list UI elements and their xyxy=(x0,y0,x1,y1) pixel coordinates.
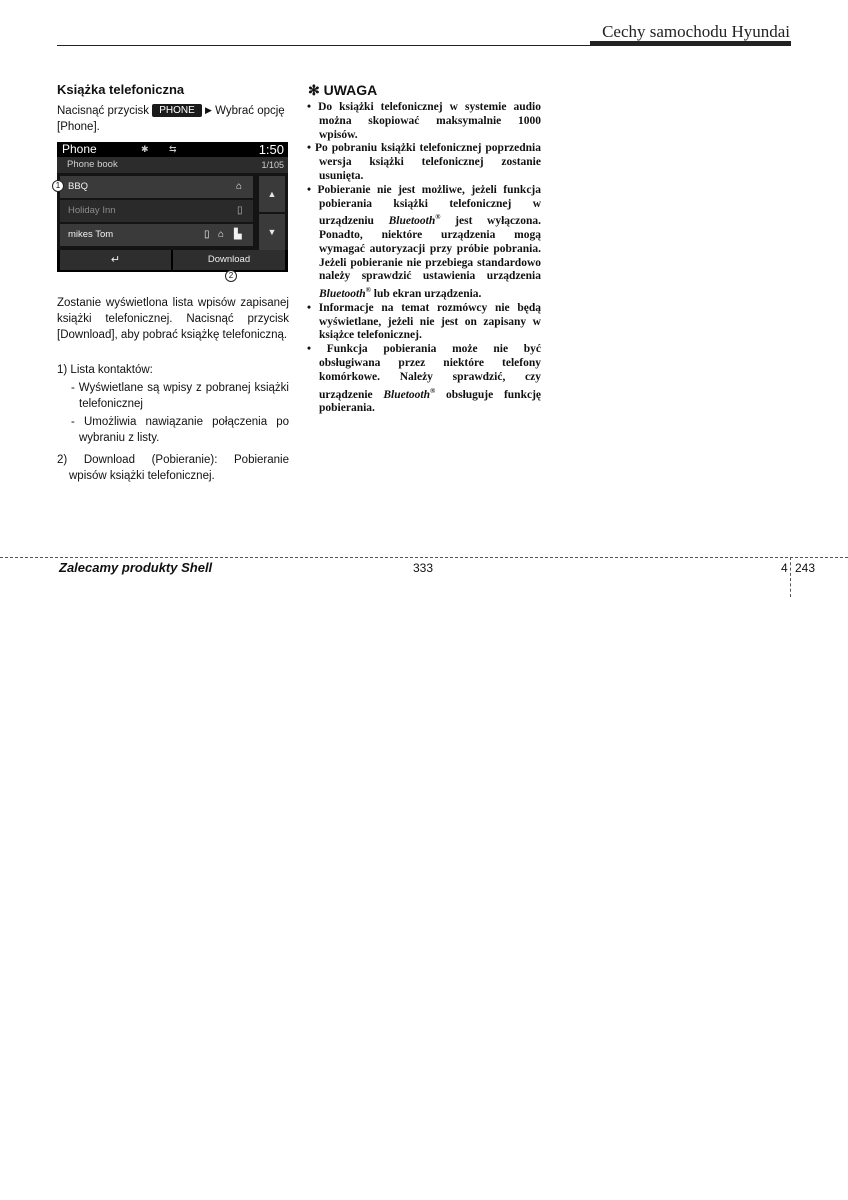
screen-subheader xyxy=(57,157,288,173)
phone-screen-figure xyxy=(57,142,288,272)
note-heading: ✻ UWAGA xyxy=(308,82,378,98)
note-bullet-text: Po pobraniu książki telefonicznej poprzednia wersja książki telefonicznej zostanie usunięta. xyxy=(314,142,541,182)
usb-icon: ⇆ xyxy=(169,144,177,154)
footer-page-number: 243 xyxy=(795,561,816,575)
note-bullet: • Funkcja pobierania może nie być obsługiwana przez niektóre telefony komórkowe. Należy sprawdzić, czy urządzenie Bluetooth® obsługuje funkcję pobierania. xyxy=(307,343,542,415)
footer-section-number: 4 xyxy=(781,561,788,575)
scroll-down-button[interactable]: ▼ xyxy=(259,214,285,250)
note-1-title: 1) Lista kontaktów: xyxy=(57,364,153,376)
footer-divider xyxy=(0,557,848,558)
note-bullet: • Po pobraniu książki telefonicznej poprzednia wersja książki telefonicznej zostanie usunięta. xyxy=(307,142,541,182)
arrow-right-icon: ▶ xyxy=(205,105,212,115)
note-bullet: • Do książki telefonicznej w systemie audio można skopiować maksymalnie 1000 wpisów. xyxy=(307,101,541,141)
header-rule-accent xyxy=(590,41,791,46)
note-1-sub-2: - Umożliwia nawiązanie połączenia po wybraniu z listy. xyxy=(71,416,289,444)
footer-slogan: Zalecamy produkty Shell xyxy=(59,560,213,575)
footer-center-number: 333 xyxy=(413,561,434,575)
callout-2: 2 xyxy=(225,270,237,282)
note-bullet-text: Funkcja pobierania może nie być obsługiwana przez niektóre telefony komórkowe. Należy sprawdzić, czy urządzenie xyxy=(319,343,542,401)
back-arrow-icon: ↵ xyxy=(110,254,121,266)
instruction-text xyxy=(57,102,289,135)
mobile-icon: ▯ xyxy=(204,229,210,240)
home-icon: ⌂ xyxy=(218,229,225,240)
scroll-up-button[interactable]: ▲ xyxy=(259,176,285,212)
registered-mark: ® xyxy=(435,213,441,222)
note-1-sub-1: - Wyświetlane są wpisy z pobranej książki telefonicznej xyxy=(71,382,289,410)
phone-key-badge: PHONE xyxy=(152,104,202,117)
bluetooth-term: Bluetooth xyxy=(383,388,431,401)
running-header: Cechy samochodu Hyundai xyxy=(602,22,790,41)
contact-row[interactable] xyxy=(60,200,253,222)
section-title: Książka telefoniczna xyxy=(57,82,185,97)
note-bullet-text: obsługuje funkcję pobierania. xyxy=(319,388,541,415)
body-paragraph: Zostanie wyświetlona lista wpisów zapisanej książki telefonicznej. Nacisnąć przycisk [Download], aby pobrać książkę telefoniczną. xyxy=(57,297,289,341)
callout-notes xyxy=(57,362,289,484)
note-2: 2) Download (Pobieranie): Pobieranie wpisów książki telefonicznej. xyxy=(57,454,289,482)
note-bullets xyxy=(307,101,541,416)
contact-name: Holiday Inn xyxy=(68,205,116,216)
screen-bottom-bar xyxy=(57,250,288,272)
mobile-icon: ▯ xyxy=(237,205,243,216)
contact-row[interactable] xyxy=(60,176,253,198)
download-button[interactable]: Download xyxy=(173,250,285,270)
contact-name: BBQ xyxy=(68,181,89,192)
registered-mark: ® xyxy=(365,286,371,295)
contact-row[interactable] xyxy=(60,224,253,246)
note-bullet-text: Informacje na temat rozmówcy nie będą wyświetlane, jeżeli nie jest on zapisany w książce telefonicznej. xyxy=(318,301,541,342)
registered-mark: ® xyxy=(430,386,436,395)
instruction-post: Wybrać opcję [Phone]. xyxy=(57,105,285,133)
office-icon: ▙ xyxy=(234,229,242,240)
note-bullet-text: Do książki telefonicznej w systemie audio można skopiować maksymalnie 1000 wpisów. xyxy=(318,101,541,141)
footer-divider-vertical xyxy=(790,557,791,597)
contact-name: mikes Tom xyxy=(68,229,114,240)
screen-clock: 1:50 xyxy=(258,142,284,157)
note-bullet: • Pobieranie nie jest możliwe, jeżeli funkcja pobierania książki telefonicznej w urządzeniu Bluetooth® jest wyłączona. Ponadto, niektóre urządzenia mogą wymagać autoryzacji przy próbie pobrania. Jeżeli pobieranie nie przebiega standardowo należy sprawdzić ustawienia urządzenia Bluetooth® lub ekran urządzenia. xyxy=(307,183,542,301)
back-button[interactable] xyxy=(60,250,171,270)
callout-1: 1 xyxy=(52,180,64,192)
note-bullet-text: lub ekran urządzenia. xyxy=(373,288,482,301)
note-bullet-text: jest wyłączona. Ponadto, niektóre urządzenia mogą wymagać autoryzacji przy próbie pobrania. Jeżeli pobieranie nie przebiega standardowo należy sprawdzić ustawienia urządzenia xyxy=(319,215,542,283)
home-icon: ⌂ xyxy=(236,181,243,192)
note-bullet: • Informacje na temat rozmówcy nie będą wyświetlane, jeżeli nie jest on zapisany w książce telefonicznej. xyxy=(307,301,541,342)
bluetooth-term: Bluetooth xyxy=(388,215,436,228)
bluetooth-icon: ✱ xyxy=(141,144,149,154)
bluetooth-term: Bluetooth xyxy=(319,288,366,301)
screen-phonebook-label: Phone book xyxy=(67,159,118,170)
instruction-pre: Nacisnąć przycisk xyxy=(57,105,150,117)
screen-status-bar xyxy=(57,142,288,157)
screen-entry-count: 1/105 xyxy=(261,160,284,170)
note-bullet-text: Pobieranie nie jest możliwe, jeżeli funkcja pobierania książki telefonicznej w urządzeniu xyxy=(317,183,542,228)
screen-app-title: Phone xyxy=(62,142,97,156)
